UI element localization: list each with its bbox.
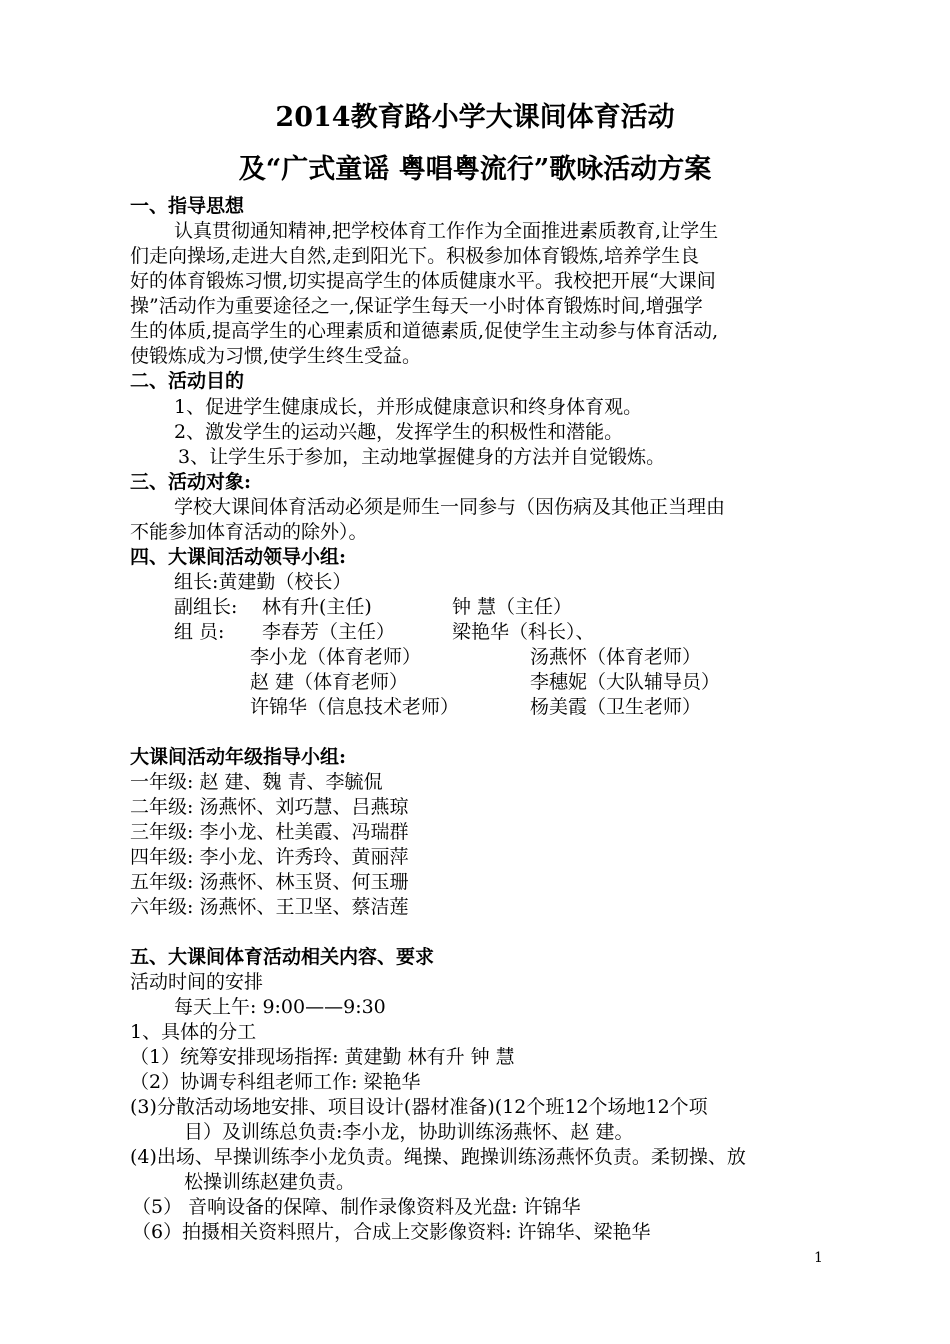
grade-row: 六年级: 汤燕怀、王卫坚、蔡洁莲 xyxy=(130,896,409,918)
member: 李春芳（主任） xyxy=(262,621,396,643)
member: 汤燕怀（体育老师） xyxy=(530,646,702,668)
section-1-heading: 一、指导思想 xyxy=(130,195,245,217)
section-2-item: 1、促进学生健康成长，并形成健康意识和终身体育观。 xyxy=(174,396,643,418)
member: 李小龙（体育老师） xyxy=(250,646,422,668)
member: 杨美霞（卫生老师） xyxy=(530,696,702,718)
grade-row: 一年级: 赵 建、魏 青、李毓侃 xyxy=(130,771,383,793)
member: 梁艳华（科长）、 xyxy=(452,621,595,643)
time-label: 活动时间的安排 xyxy=(130,971,264,993)
duty-item: 松操训练赵建负责。 xyxy=(184,1171,356,1193)
duty-item: （5） 音响设备的保障、制作录像资料及光盘: 许锦华 xyxy=(132,1196,581,1218)
section-1-line: 生的体质,提高学生的心理素质和道德素质,促使学生主动参与体育活动, xyxy=(130,320,719,342)
duty-item: (4)出场、早操训练李小龙负责。绳操、跑操训练汤燕怀负责。柔韧操、放 xyxy=(130,1146,746,1168)
section-5-heading: 五、大课间体育活动相关内容、要求 xyxy=(130,946,435,968)
duty-item: (3)分散活动场地安排、项目设计(器材准备)(12个班12个场地12个项 xyxy=(130,1096,708,1118)
section-3-line: 学校大课间体育活动必须是师生一同参与（因伤病及其他正当理由 xyxy=(174,496,726,518)
section-1-line: 们走向操场,走进大自然,走到阳光下。积极参加体育锻炼,培养学生良 xyxy=(130,245,700,267)
section-2-heading: 二、活动目的 xyxy=(130,370,245,392)
grade-group-heading: 大课间活动年级指导小组: xyxy=(130,746,347,768)
vice-leader: 林有升(主任) xyxy=(262,596,372,618)
title-line-2: 及“广式童谣 粤唱粤流行”歌咏活动方案 xyxy=(238,154,712,185)
subsection-heading: 1、具体的分工 xyxy=(130,1021,257,1043)
section-1-line: 认真贯彻通知精神,把学校体育工作作为全面推进素质教育,让学生 xyxy=(174,220,719,242)
section-3-heading: 三、活动对象: xyxy=(130,471,252,493)
duty-item: （6）拍摄相关资料照片，合成上交影像资料: 许锦华、梁艳华 xyxy=(132,1221,651,1243)
title-line-1: 2014教育路小学大课间体育活动 xyxy=(275,102,675,133)
grade-row: 二年级: 汤燕怀、刘巧慧、吕燕琼 xyxy=(130,796,409,818)
page-number: 1 xyxy=(814,1250,823,1266)
grade-row: 四年级: 李小龙、许秀玲、黄丽萍 xyxy=(130,846,409,868)
section-2-item: 2、激发学生的运动兴趣，发挥学生的积极性和潜能。 xyxy=(174,421,624,443)
grade-row: 五年级: 汤燕怀、林玉贤、何玉珊 xyxy=(130,871,409,893)
vice-leader: 钟 慧（主任） xyxy=(452,596,573,618)
section-1-line: 好的体育锻炼习惯,切实提高学生的体质健康水平。我校把开展“大课间 xyxy=(130,270,716,292)
group-leader: 组长:黄建勤（校长） xyxy=(174,571,352,593)
member: 赵 建（体育老师） xyxy=(250,671,409,693)
section-3-line: 不能参加体育活动的除外）。 xyxy=(130,521,368,543)
section-4-heading: 四、大课间活动领导小组: xyxy=(130,546,347,568)
member: 许锦华（信息技术老师） xyxy=(250,696,460,718)
duty-item: （2）协调专科组老师工作: 梁艳华 xyxy=(130,1071,421,1093)
vice-leader-label: 副组长: xyxy=(174,596,238,618)
section-2-item: 3、让学生乐于参加，主动地掌握健身的方法并自觉锻炼。 xyxy=(178,446,666,468)
time-value: 每天上午: 9:00——9:30 xyxy=(174,996,386,1018)
duty-item: （1）统筹安排现场指挥: 黄建勤 林有升 钟 慧 xyxy=(130,1046,515,1068)
section-1-line: 使锻炼成为习惯,使学生终生受益。 xyxy=(130,345,422,367)
member: 李穗妮（大队辅导员） xyxy=(530,671,721,693)
member-label: 组 员: xyxy=(174,621,225,643)
duty-item: 目）及训练总负责:李小龙，协助训练汤燕怀、赵 建。 xyxy=(184,1121,634,1143)
section-1-line: 操”活动作为重要途径之一,保证学生每天一小时体育锻炼时间,增强学 xyxy=(130,295,703,317)
grade-row: 三年级: 李小龙、杜美霞、冯瑞群 xyxy=(130,821,409,843)
